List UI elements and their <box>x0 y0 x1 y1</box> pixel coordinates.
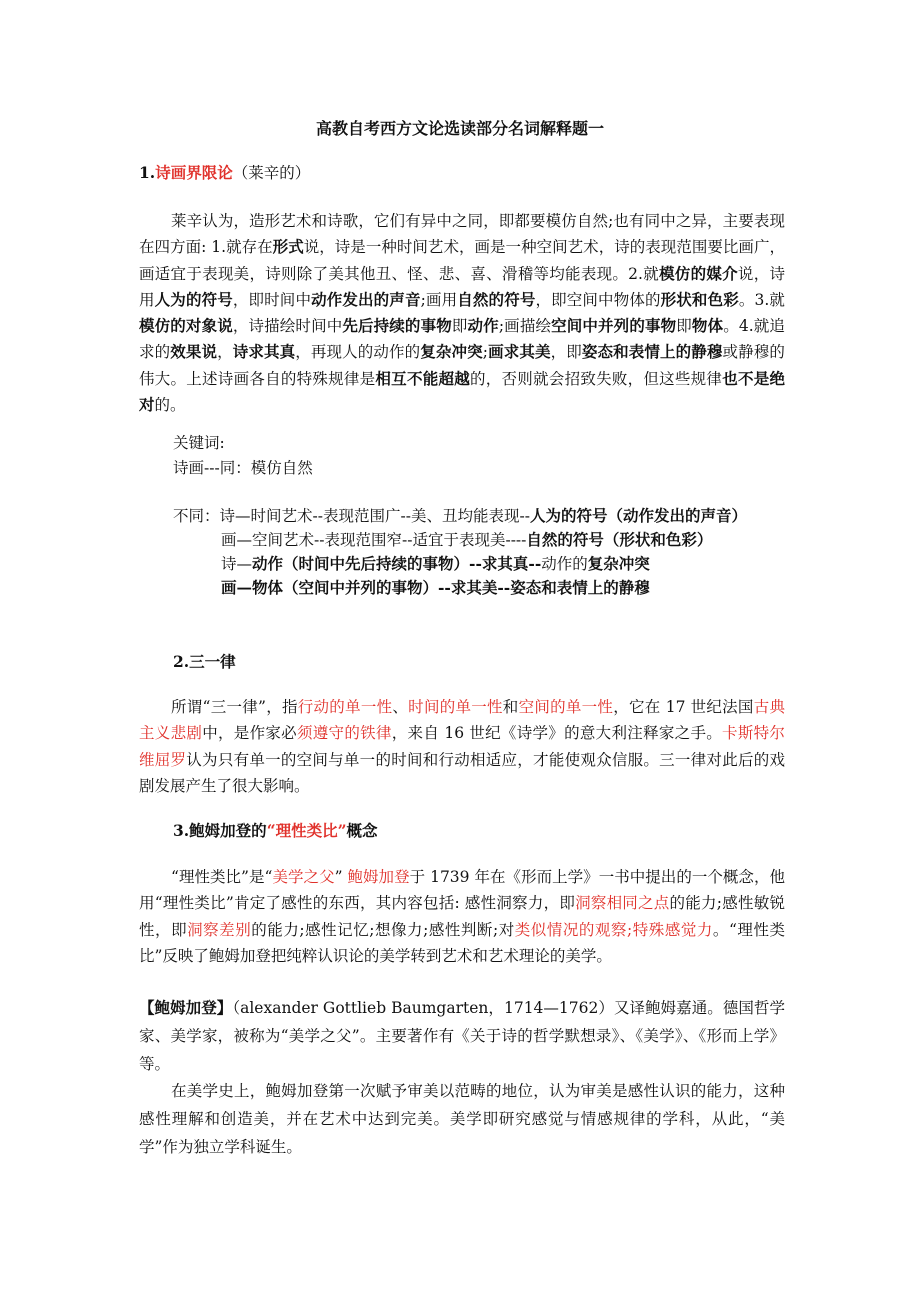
section-1-paragraph: 莱辛认为，造形艺术和诗歌，它们有异中之同，即都要模仿自然;也有同中之异，主要表现在四方面: 1.就存在形式说，诗是一种时间艺术，画是一种空间艺术，诗的表现范围要比画广，画适宜于表现美，诗则除了美其他丑、怪、悲、喜、滑稽等均能表现。2.就模仿的媒介说，诗用人为的符号，即时间中动作发出的声音;画用自然的符号，即空间中物体的形状和色彩。3.就模仿的对象说，诗描绘时间中先后持续的事物即动作;画描绘空间中并列的事物即物体。4.就追求的效果说，诗求其真，再现人的动作的复杂冲突;画求其美，即姿态和表情上的静穆或静穆的伟大。上述诗画各自的特殊规律是相互不能超越的，否则就会招致失败，但这些规律也不是绝对的。 <box>139 212 785 415</box>
section-1-number: 1. <box>139 163 156 182</box>
keywords-diff-3: 诗—动作（时间中先后持续的事物）--求其真--动作的复杂冲突 <box>221 554 650 573</box>
section-2-heading: 2.三一律 <box>173 652 236 671</box>
section-3-paragraph: “理性类比”是“美学之父” 鲍姆加登于 1739 年在《形而上学》一书中提出的一个概念，他用“理性类比”肯定了感性的东西，其内容包括: 感性洞察力，即洞察相同之点的能力;感性敏锐性，即洞察差别的能力;感性记忆;想像力;感性判断;对类似情况的观察;特殊感觉力。“理性类比”反映了鲍姆加登把纯粹认识论的美学转到艺术和艺术理论的美学。 <box>139 868 785 965</box>
section-1-source: （莱辛的） <box>232 164 311 182</box>
section-1-heading <box>139 162 310 184</box>
keywords-diff-2: 画—空间艺术--表现范围窄--适宜于表现美----自然的符号（形状和色彩） <box>221 530 713 549</box>
bio-term: 【鲍姆加登】 <box>139 998 233 1017</box>
document-title: 高教自考西方文论选读部分名词解释题一 <box>315 119 604 138</box>
keywords-diff-4: 画—物体（空间中并列的事物）--求其美--姿态和表情上的静穆 <box>221 578 650 597</box>
section-2-paragraph: 所谓“三一律”，指行动的单一性、时间的单一性和空间的单一性，它在 17 世纪法国古典主义悲剧中，是作家必须遵守的铁律，来自 16 世纪《诗学》的意大利注释家之手。卡斯特尔维屈罗认为只有单一的空间与单一的时间和行动相适应，才能使观众信服。三一律对此后的戏剧发展产生了很大影响。 <box>139 698 785 795</box>
bio-paragraph-2: 在美学史上，鲍姆加登第一次赋予审美以范畴的地位，认为审美是感性认识的能力，这种感性理解和创造美，并在艺术中达到完美。美学即研究感觉与情感规律的学科，从此，“美学”作为独立学科诞生。 <box>139 1082 785 1156</box>
section-3-heading: 3.鲍姆加登的“理性类比”概念 <box>173 821 378 840</box>
section-1-term: 诗画界限论 <box>155 163 233 182</box>
bio-paragraph-1: 【鲍姆加登】（alexander Gottlieb Baumgarten，1714—1762）又译鲍姆嘉通。德国哲学家、美学家，被称为“美学之父”。主要著作有《关于诗的哲学默想录》、《美学》、《形而上学》等。 <box>139 998 785 1073</box>
keywords-diff-1: 不同：诗—时间艺术--表现范围广--美、丑均能表现--人为的符号（动作发出的声音） <box>173 506 747 525</box>
keywords-same: 诗画---同：模仿自然 <box>173 459 313 477</box>
keywords-label: 关键词: <box>173 434 225 452</box>
